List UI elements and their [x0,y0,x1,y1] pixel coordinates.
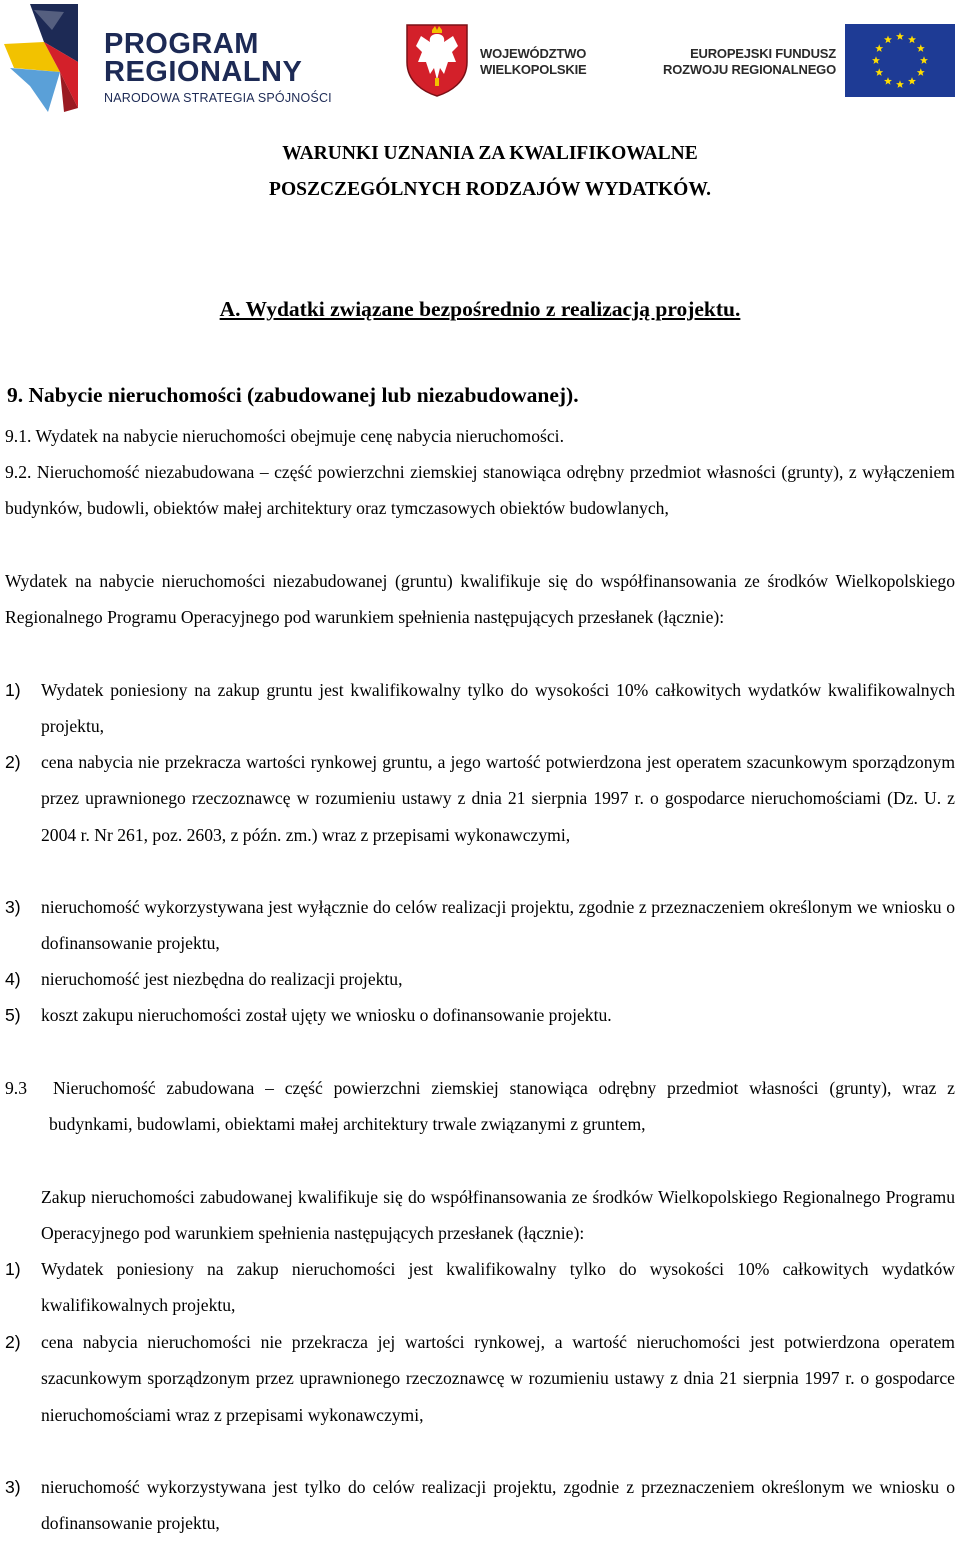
list-item-number: 2) [5,752,21,772]
document-title-line1: WARUNKI UZNANIA ZA KWALIFIKOWALNE [282,143,698,164]
program-label: PROGRAM [104,28,259,60]
program-regionalny-logo-text [104,30,332,105]
nss-label: NARODOWA STRATEGIA SPÓJNOŚCI [104,91,332,105]
efrr-line2: ROZWOJU REGIONALNEGO [663,62,836,77]
document-title-line2: POSZCZEGÓLNYCH RODZAJÓW WYDATKÓW. [269,179,711,200]
paragraph-9-3: Nieruchomość zabudowana – część powierzchni ziemskiej stanowiąca odrębny przedmiot własności (grunty), wraz z budynkami, budowlami, obiektami małej architektury trwale związanymi z gruntem, [49,1078,955,1135]
list-item-text: nieruchomość wykorzystywana jest tylko do celów realizacji projektu, zgodnie z przeznaczeniem określonym we wniosku o dofinansowanie projektu, [41,1477,955,1534]
wojewodztwo-wielkopolskie-text [480,46,586,78]
wielkopolska-crest-icon [404,22,470,98]
list-item-text: koszt zakupu nieruchomości został ujęty we wniosku o dofinansowanie projektu. [41,1005,612,1025]
list-item-number: 5) [5,1005,21,1025]
list-item-text: nieruchomość wykorzystywana jest wyłącznie do celów realizacji projektu, zgodnie z przeznaczeniem określonym we wniosku o dofinansowanie projektu, [41,897,955,954]
section-a-heading-text: A. Wydatki związane bezpośrednio z realizacją projektu. [219,297,741,321]
wojewodztwo-label: WOJEWÓDZTWO [480,46,587,61]
paragraph-9-2-intro: Wydatek na nabycie nieruchomości niezabudowanej (gruntu) kwalifikuje się do współfinansowania ze środków Wielkopolskiego Regionalnego Programu Operacyjnego pod warunkiem spełnienia następujących przesłanek (łącznie): [5,571,955,628]
list-item-number: 3) [5,1477,21,1497]
section-9-heading: 9. Nabycie nieruchomości (zabudowanej lub niezabudowanej). [7,383,579,407]
list-item-number: 1) [5,1259,21,1279]
program-regionalny-star-icon [4,2,82,114]
list-item-text: Wydatek poniesiony na zakup nieruchomości jest kwalifikowalny tylko do wysokości 10% całkowitych wydatków kwalifikowalnych projektu, [41,1259,955,1316]
efrr-text [640,46,836,78]
list-item-number: 2) [5,1332,21,1352]
regionalny-label: REGIONALNY [104,56,303,88]
eu-flag-icon [845,24,955,97]
efrr-line1: EUROPEJSKI FUNDUSZ [690,46,836,61]
section-a-heading [0,294,960,324]
list-item-text: cena nabycia nieruchomości nie przekracza jej wartości rynkowej, a wartość nieruchomości jest potwierdzona operatem szacunkowym sporządzonym przez uprawnionego rzeczoznawcę w rozumieniu ustawy z dnia 21 sierpnia 1997 r. o gospodarce nieruchomościami wraz z przepisami wykonawczymi, [41,1332,955,1425]
list-item-text: Wydatek poniesiony na zakup gruntu jest kwalifikowalny tylko do wysokości 10% całkowitych wydatków kwalifikowalnych projektu, [41,680,955,737]
list-item-number: 4) [5,969,21,989]
paragraph-9-3-intro: Zakup nieruchomości zabudowanej kwalifikuje się do współfinansowania ze środków Wielkopolskiego Regionalnego Programu Operacyjnego pod warunkiem spełnienia następujących przesłanek (łącznie): [41,1187,955,1244]
list-item-number: 3) [5,897,21,917]
paragraph-9-2: 9.2. Nieruchomość niezabudowana – część powierzchni ziemskiej stanowiąca odrębny przedmiot własności (grunty), z wyłączeniem budynków, budowli, obiektów małej architektury oraz tymczasowych obiektów budowlanych, [5,462,955,519]
list-item-text: cena nabycia nie przekracza wartości rynkowej gruntu, a jego wartość potwierdzona jest operatem szacunkowym sporządzonym przez uprawnionego rzeczoznawcę w rozumieniu ustawy z dnia 21 sierpnia 1997 r. o gospodarce nieruchomościami (Dz. U. z 2004 r. Nr 261, poz. 2603, z późn. zm.) wraz z przepisami wykonawczymi, [41,752,955,845]
paragraph-9-1: 9.1. Wydatek na nabycie nieruchomości obejmuje cenę nabycia nieruchomości. [5,426,564,446]
list-item-number: 1) [5,680,21,700]
list-item-text: nieruchomość jest niezbędna do realizacji projektu, [41,969,403,989]
wielkopolskie-label: WIELKOPOLSKIE [480,62,587,77]
header-logos [0,0,960,118]
paragraph-9-3-number: 9.3 [5,1078,27,1098]
